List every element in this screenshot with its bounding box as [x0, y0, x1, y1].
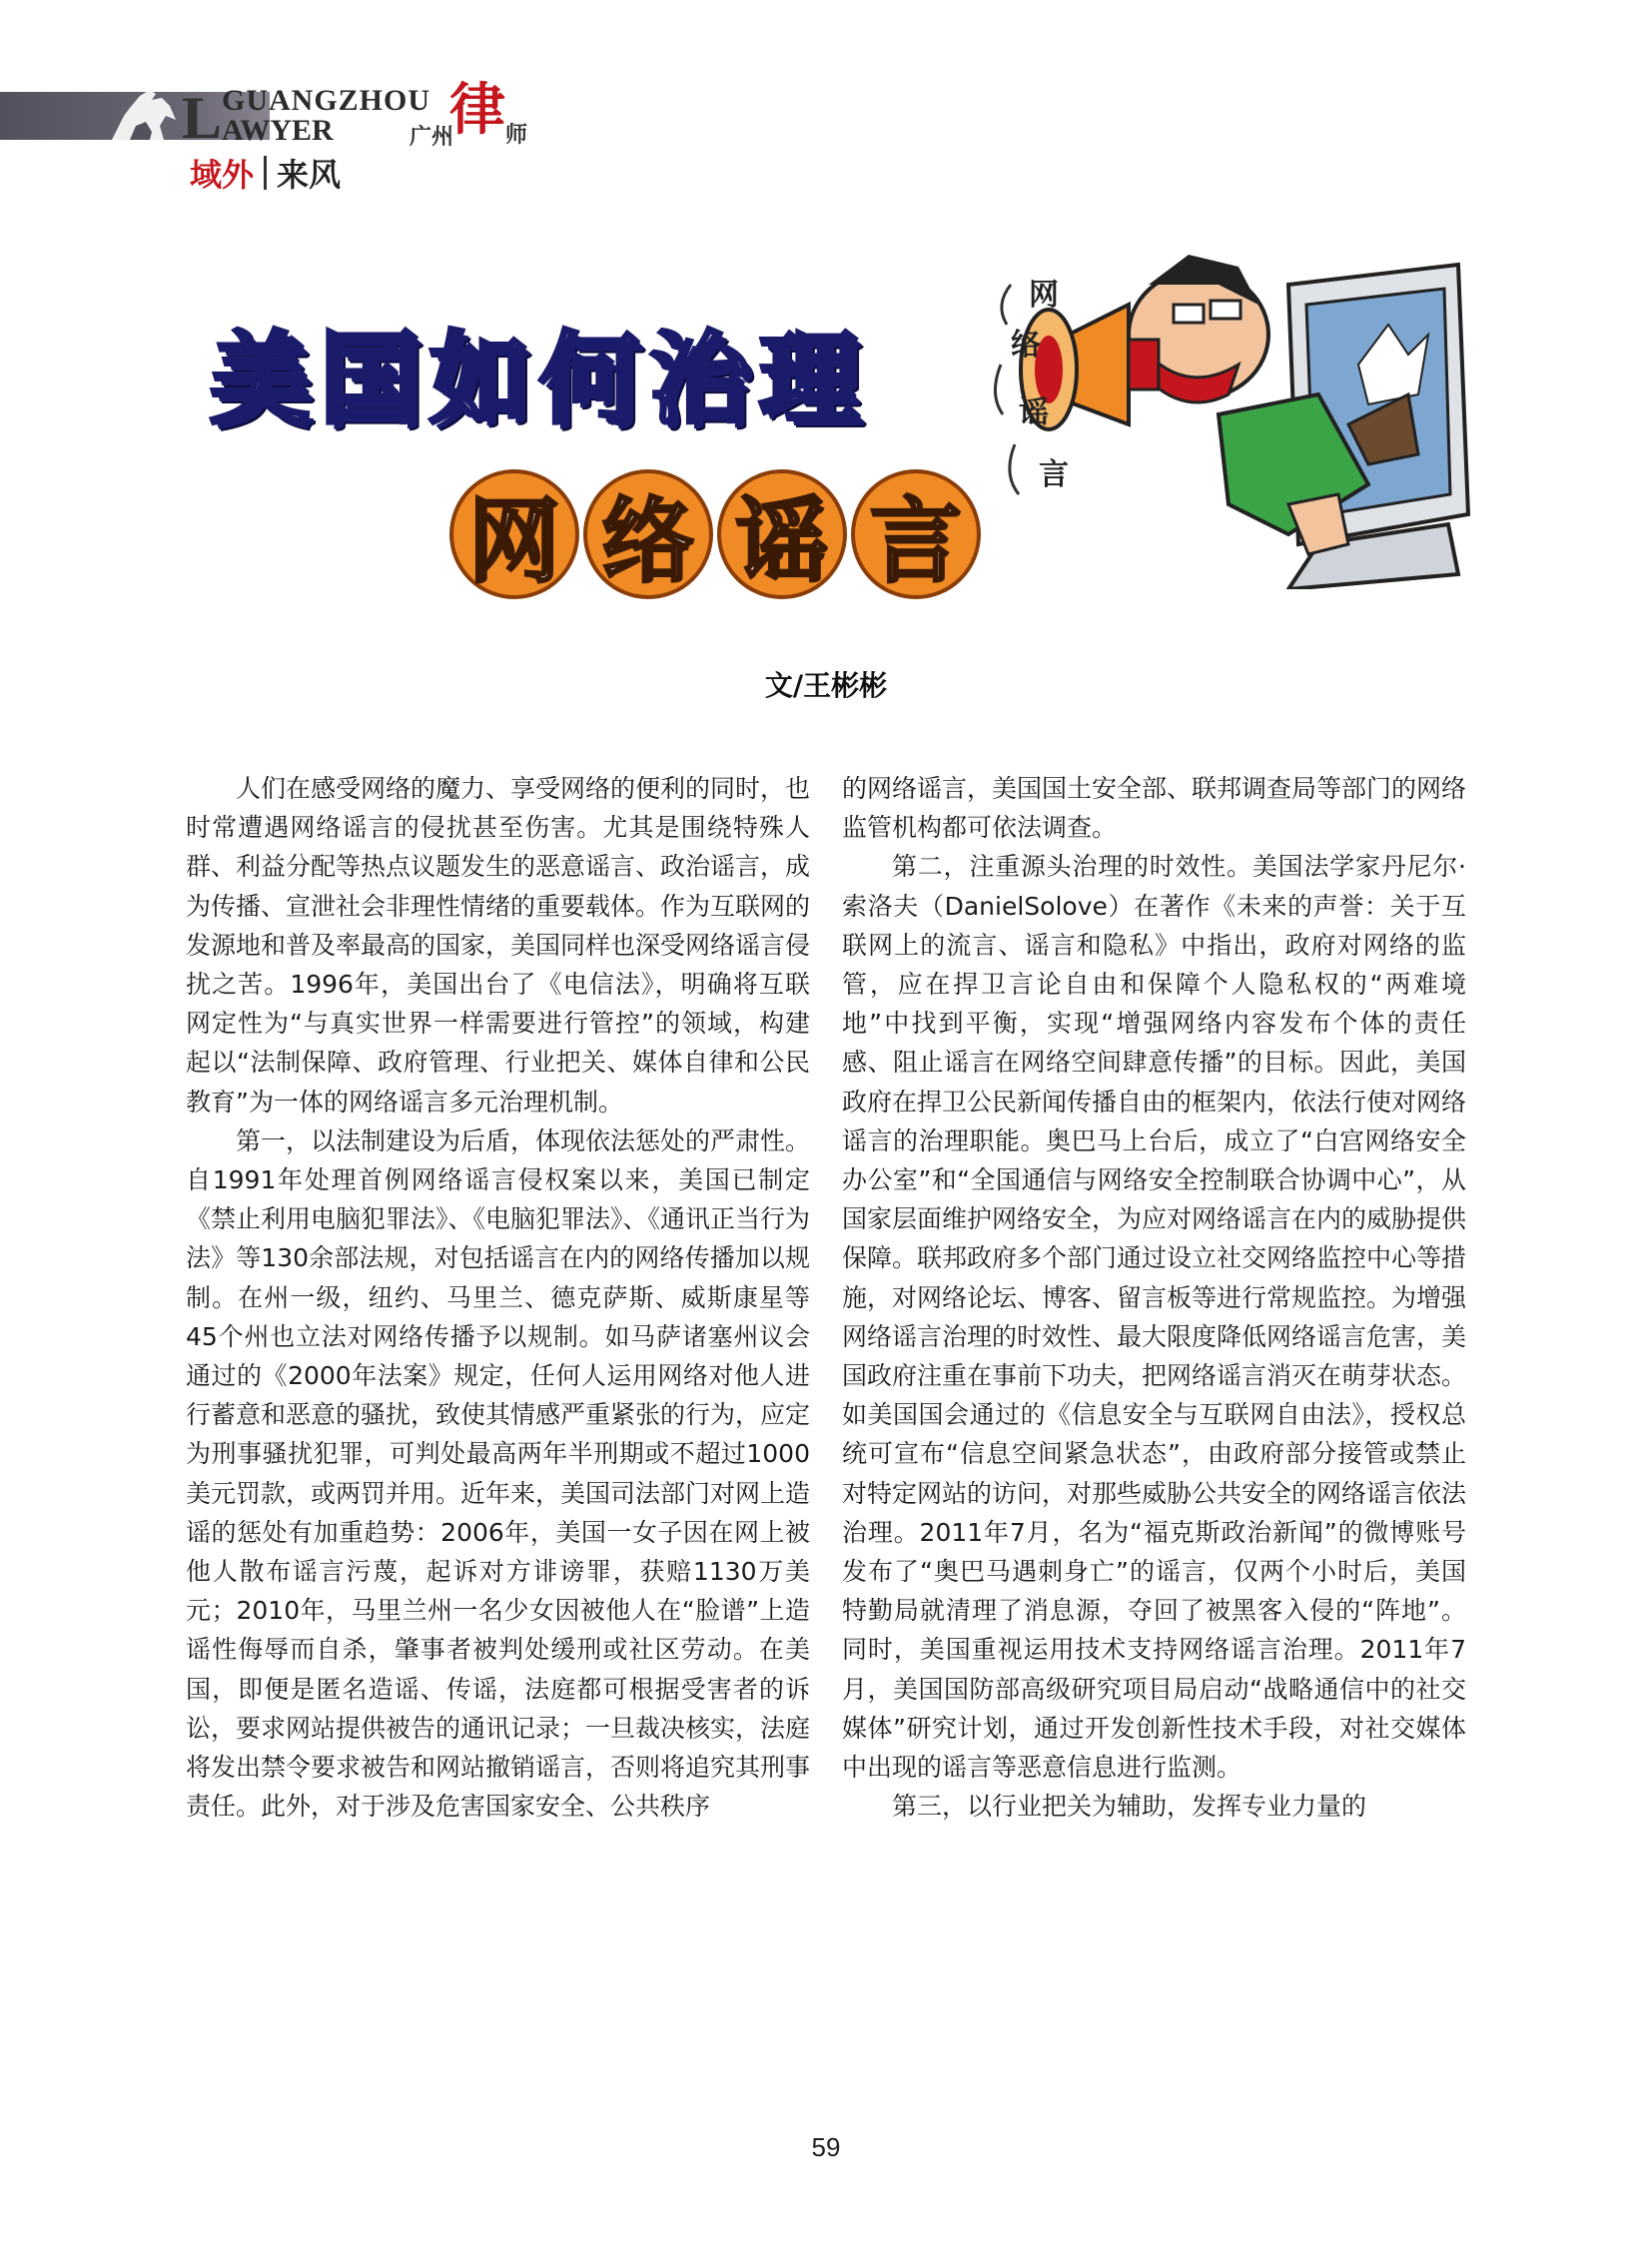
section-label: [190, 150, 341, 196]
horse-logo-icon: [110, 86, 180, 142]
megaphone-text-char: 谣: [1019, 395, 1049, 430]
left-column: [186, 769, 810, 1826]
cartoon-illustration: [989, 245, 1478, 589]
paragraph: 第二，注重源头治理的时效性。美国法学家丹尼尔·索洛夫（DanielSolove）在著作《未来的声誉：关于互联网上的流言、谣言和隐私》中指出，政府对网络的监管，应在捍卫言论自由和保障个人隐私权的“两难境地”中找到平衡，实现“增强网络内容发布个体的责任感、阻止谣言在网络空间肆意传播”的目标。因此，美国政府在捍卫公民新闻传播自由的框架内，依法行使对网络谣言的治理职能。奥巴马上台后，成立了“白宫网络安全办公室”和“全国通信与网络安全控制联合协调中心”，从国家层面维护网络安全，为应对网络谣言在内的威胁提供保障。联邦政府多个部门通过设立社交网络监控中心等措施，对网络论坛、博客、留言板等进行常规监控。为增强网络谣言治理的时效性、最大限度降低网络谣言危害，美国政府注重在事前下功夫，把网络谣言消灭在萌芽状态。如美国国会通过的《信息安全与互联网自由法》，授权总统可宣布“信息空间紧急状态”，由政府部分接管或禁止对特定网站的访问，对那些威胁公共安全的网络谣言依法治理。2011年7月，名为“福克斯政治新闻”的微博账号发布了“奥巴马遇刺身亡”的谣言，仅两个小时后，美国特勤局就清理了消息源，夺回了被黑客入侵的“阵地”。同时，美国重视运用技术支持网络谣言治理。2011年7月，美国国防部高级研究项目局启动“战略通信中的社交媒体”研究计划，通过开发创新性技术手段，对社交媒体中出现的谣言等恶意信息进行监测。: [842, 852, 1467, 1783]
logo-guangzhou-en: GUANGZHOU: [222, 84, 431, 117]
paragraph: 的网络谣言，美国国土安全部、联邦调查局等部门的网络监管机构都可依法调查。: [842, 774, 1467, 843]
section-label-secondary: 来风: [277, 156, 342, 194]
magazine-logo: [110, 77, 528, 152]
article-title-line2: [449, 469, 981, 599]
logo-lawyer-en: AWYER: [222, 114, 334, 147]
megaphone-text-char: 言: [1039, 457, 1069, 492]
section-label-primary: 域外: [190, 156, 255, 194]
megaphone-text-char: 络: [1011, 328, 1041, 363]
title-char: 网: [449, 469, 579, 599]
paragraph: 人们在感受网络的魔力、享受网络的便利的同时，也时常遭遇网络谣言的侵扰甚至伤害。尤其是围绕特殊人群、利益分配等热点议题发生的恶意谣言、政治谣言，成为传播、宣泄社会非理性情绪的重要载体。作为互联网的发源地和普及率最高的国家，美国同样也深受网络谣言侵扰之苦。1996年，美国出台了《电信法》，明确将互联网定性为“与真实世界一样需要进行管控”的领域，构建起以“法制保障、政府管理、行业把关、媒体自律和公民教育”为一体的网络谣言多元治理机制。: [186, 774, 811, 1117]
right-column: [842, 769, 1466, 1826]
section-divider: [264, 156, 267, 190]
article-title-line1: 美国如何治理: [210, 321, 869, 437]
logo-shi: 师: [505, 123, 528, 148]
sound-waves-icon: [995, 285, 1019, 494]
paragraph: 第一，以法制建设为后盾，体现依法惩处的严肃性。自1991年处理首例网络谣言侵权案以来，美国已制定《禁止利用电脑犯罪法》、《电脑犯罪法》、《通讯正当行为法》等130余部法规，对包括谣言在内的网络传播加以规制。在州一级，纽约、马里兰、德克萨斯、威斯康星等45个州也立法对网络传播予以规制。如马萨诸塞州议会通过的《2000年法案》规定，任何人运用网络对他人进行蓄意和恶意的骚扰，致使其情感严重紧张的行为，应定为刑事骚扰犯罪，可判处最高两年半刑期或不超过1000美元罚款，或两罚并用。近年来，美国司法部门对网上造谣的惩处有加重趋势：2006年，美国一女子因在网上被他人散布谣言污蔑，起诉对方诽谤罪，获赔1130万美元；2010年，马里兰州一名少女因被他人在“脸谱”上造谣性侮辱而自杀，肇事者被判处缓刑或社区劳动。在美国，即便是匿名造谣、传谣，法庭都可根据受害者的诉讼，要求网站提供被告的通讯记录；一旦裁决核实，法庭将发出禁令要求被告和网站撤销谣言，否则将追究其刑事责任。此外，对于涉及危害国家安全、公共秩序: [186, 1126, 811, 1822]
logo-letter-l: L: [182, 85, 223, 151]
megaphone-text-char: 网: [1029, 278, 1059, 313]
page-number: 59: [811, 2132, 841, 2162]
title-char: 谣: [717, 469, 847, 599]
byline: 文/王彬彬: [764, 669, 888, 702]
title-char: 络: [583, 469, 713, 599]
logo-guangzhou-cn: 广州: [410, 125, 454, 150]
title-char: 言: [851, 469, 981, 599]
paragraph: 第三，以行业把关为辅助，发挥专业力量的: [892, 1792, 1367, 1822]
logo-lv-calligraphy: 律: [449, 77, 505, 143]
